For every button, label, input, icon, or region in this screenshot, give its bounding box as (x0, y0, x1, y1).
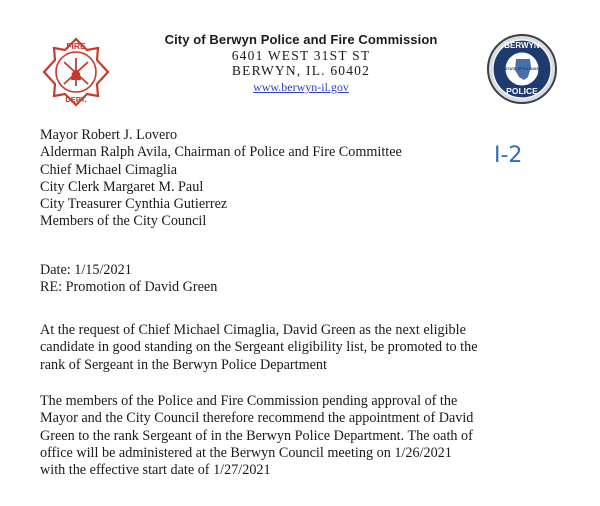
seal-center-text: STATE OF ILLINOIS (505, 67, 539, 71)
paragraph-recommendation (40, 393, 560, 479)
fire-dept-badge-icon (40, 36, 112, 108)
fire-badge-bottom-text: DEPT. (65, 95, 87, 104)
letter-meta (40, 262, 500, 297)
recipient-list (40, 127, 500, 231)
police-seal-icon (486, 33, 558, 105)
seal-top-text: BERWYN (504, 41, 540, 50)
fire-badge-top-text: FIRE (66, 41, 86, 51)
address-line-2: BERWYN, IL. 60402 (231, 63, 371, 78)
address-line-1: 6401 WEST 31ST ST (231, 48, 371, 63)
annotation-text: I-2 (494, 143, 523, 168)
paragraph-request (40, 322, 560, 374)
recipient-line: City Treasurer Cynthia Gutierrez (40, 196, 228, 213)
seal-bottom-text: POLICE (506, 86, 538, 96)
paragraph-line: At the request of Chief Michael Cimaglia, David Green as the next eligible (40, 322, 466, 338)
paragraph-line: Green to the rank Sergeant of in the Berwyn Police Department. The oath of (40, 427, 473, 444)
recipient-line: Members of the City Council (40, 213, 207, 230)
paragraph-line: with the effective start date of 1/27/2021 (40, 462, 271, 479)
letterhead-title: City of Berwyn Police and Fire Commission (164, 32, 438, 47)
recipient-line: City Clerk Margaret M. Paul (40, 178, 204, 195)
re-line: RE: Promotion of David Green (40, 279, 218, 296)
paragraph-line: Mayor and the City Council therefore recommend the appointment of David (40, 410, 474, 427)
handwritten-annotation (492, 138, 556, 168)
recipient-line: Alderman Ralph Avila, Chairman of Police and Fire Committee (40, 144, 402, 161)
paragraph-line: rank of Sergeant in the Berwyn Police Department (40, 356, 327, 373)
recipient-line: Mayor Robert J. Lovero (40, 127, 178, 143)
paragraph-line: candidate in good standing on the Sergeant eligibility list, be promoted to the (40, 339, 478, 356)
date-line: Date: 1/15/2021 (40, 262, 132, 278)
recipient-line: Chief Michael Cimaglia (40, 161, 178, 178)
letterhead (118, 31, 484, 96)
website-link[interactable]: www.berwyn-il.gov (253, 80, 349, 94)
paragraph-line: office will be administered at the Berwyn Council meeting on 1/26/2021 (40, 444, 452, 461)
paragraph-line: The members of the Police and Fire Commission pending approval of the (40, 393, 458, 409)
